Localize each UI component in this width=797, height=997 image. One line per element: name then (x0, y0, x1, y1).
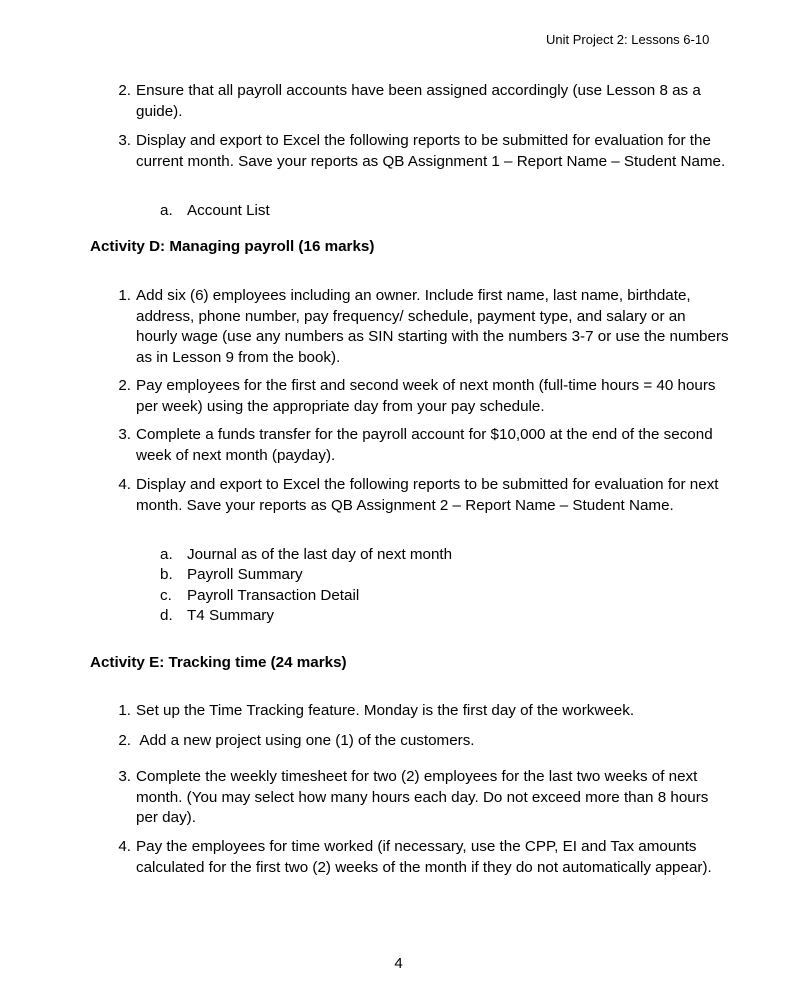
list-item-text: Complete a funds transfer for the payroll account for $10,000 at the end of the second week of next month (payday). (136, 426, 713, 464)
sub-list-item-text: Payroll Summary (187, 566, 303, 583)
list-item-number: 4. (118, 476, 131, 493)
list-item (111, 767, 731, 829)
list-item (111, 425, 731, 467)
list-item (111, 131, 731, 193)
list-item-text: Add a new project using one (1) of the customers. (136, 732, 475, 749)
list-item-text: Add six (6) employees including an owner. Include first name, last name, birthdate, address, phone number, pay frequency/ schedule, payment type, and salary or an hourly wage (use any numbers as SIN starting with the numbers 3-7 or use the numbers as in Lesson 9 from the book). (136, 287, 729, 366)
activity-d-heading: Activity D: Managing payroll (16 marks) (90, 238, 375, 255)
sub-list-item-letter: b. (160, 566, 173, 583)
sub-list-item-letter: a. (160, 546, 173, 563)
page-header-title: Unit Project 2: Lessons 6-10 (546, 32, 710, 47)
list-item-number: 1. (118, 702, 131, 719)
sub-list-item-text: Account List (187, 202, 270, 219)
sub-list-item-letter: d. (160, 607, 173, 624)
list-item-number: 3. (118, 426, 131, 443)
list-item-text: Ensure that all payroll accounts have been assigned accordingly (use Lesson 8 as a guide). (136, 82, 701, 120)
list-item (111, 837, 731, 899)
list-item (111, 701, 731, 722)
list-item (111, 286, 731, 369)
list-item-number: 2. (118, 82, 131, 99)
sub-list-item-letter: a. (160, 202, 173, 219)
sub-list-item (160, 565, 560, 586)
sub-list-item (160, 606, 560, 627)
list-item-number: 3. (118, 768, 131, 785)
sub-list-item-text: Payroll Transaction Detail (187, 587, 360, 604)
page-number: 4 (394, 955, 403, 972)
list-item-text: Display and export to Excel the following reports to be submitted for evaluation for the current month. Save your reports as QB Assignment 1 – Report Name – Student Name. (136, 132, 726, 170)
list-item (111, 376, 731, 418)
sub-list-item-text: T4 Summary (187, 607, 274, 624)
sub-list-item (160, 545, 560, 566)
list-item-number: 4. (118, 838, 131, 855)
list-item-text: Pay employees for the first and second week of next month (full-time hours = 40 hours per week) using the appropriate day from your pay schedule. (136, 377, 716, 415)
list-item-number: 2. (118, 732, 131, 749)
list-item-text: Display and export to Excel the following reports to be submitted for evaluation for next month. Save your reports as QB Assignment 2 – Report Name – Student Name. (136, 476, 719, 514)
list-item-text: Pay the employees for time worked (if necessary, use the CPP, EI and Tax amounts calculated for the first two (2) weeks of the month if they do not automatically appear). (136, 838, 712, 876)
list-item-number: 1. (118, 287, 131, 304)
sub-list-item-text: Journal as of the last day of next month (187, 546, 453, 563)
list-item-text: Set up the Time Tracking feature. Monday is the first day of the workweek. (136, 702, 635, 719)
sub-list-item (160, 586, 560, 607)
list-item-text: Complete the weekly timesheet for two (2) employees for the last two weeks of next month. (You may select how many hours each day. Do not exceed more than 8 hours per day). (136, 768, 709, 826)
list-item-number: 2. (118, 377, 131, 394)
sub-list-item (160, 201, 560, 222)
list-item (111, 731, 731, 752)
list-item-number: 3. (118, 132, 131, 149)
list-item (111, 475, 731, 537)
sub-list-item-letter: c. (160, 587, 172, 604)
activity-e-heading: Activity E: Tracking time (24 marks) (90, 654, 347, 671)
